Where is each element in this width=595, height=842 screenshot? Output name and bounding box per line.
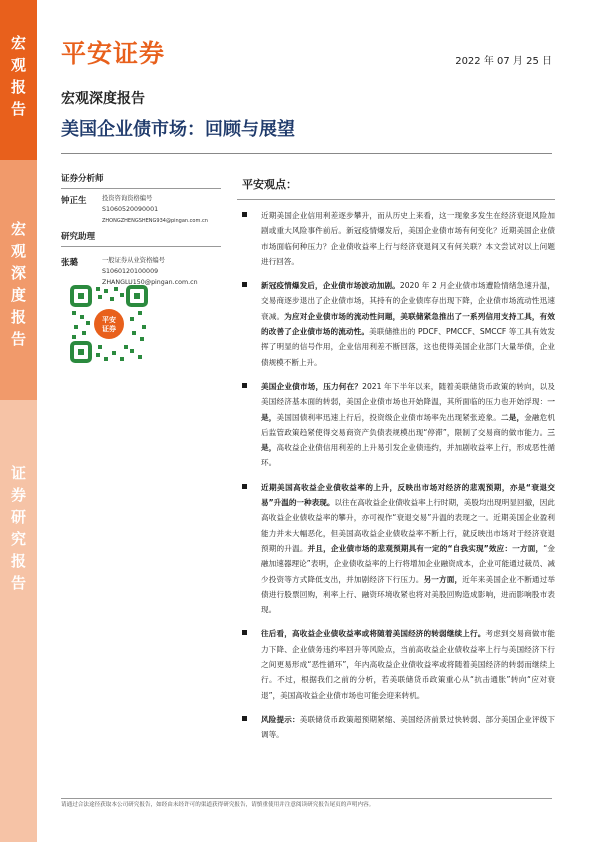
analyst-email[interactable]: ZHONGZHENGSHENG934@pingan.com.cn bbox=[102, 218, 208, 224]
viewpoint-paragraph: 往后看，高收益企业债收益率或将随着美国经济的转弱继续上行。考虑到交易商做市能力下降、企业债务违约率回升等风险点，当前高收益企业债收益率上行与美国经济下行之间更易形成“恶性循环”，年内高收益企业债收益率或将随着美国经济的转弱而继续上行。不过，根据我们之前的分析，若美联储货币政策重心从“抗击通胀”转向“应对衰退”，美国高收益企业债市场也可能会迎来转机。 bbox=[237, 626, 555, 702]
footer-divider bbox=[61, 798, 552, 799]
analyst-heading: 证券分析师 bbox=[61, 174, 104, 184]
qr-logo-text-top: 平安 bbox=[102, 316, 116, 324]
analyst-cert-label: 投资咨询资格编号 bbox=[102, 195, 153, 202]
company-logo: 平安证券 bbox=[61, 39, 166, 68]
footer-disclaimer: 请通过合法途径获取本公司研究报告，如经由未经许可的渠道获得研究报告，请慎重使用并注意阅读研究报告尾页的声明内容。 bbox=[61, 802, 375, 808]
analyst-name: 钟正生 bbox=[61, 196, 87, 206]
square-bullet-icon bbox=[242, 716, 247, 721]
assistant-cert-number: S1060120100009 bbox=[102, 268, 159, 275]
square-bullet-icon bbox=[242, 212, 247, 217]
viewpoints-heading: 平安观点： bbox=[242, 178, 297, 191]
main-viewpoints bbox=[237, 176, 555, 752]
report-date: 2022 年 07 月 25 日 bbox=[455, 56, 552, 67]
qr-logo-text-bottom: 证券 bbox=[102, 325, 116, 333]
header-divider bbox=[61, 153, 552, 154]
viewpoint-paragraph: 近期美国高收益企业债收益率的上升，反映出市场对经济的悲观预期，亦是“衰退交易”升温的一种表现。以往在高收益企业债收益率上行时期，美股均出现明显回撤，因此高收益企业债收益率的攀升，亦可视作“衰退交易”升温的表现之一。近期美国企业盈利能力并未大幅恶化，但美国高收益企业债收益率不断上行，就反映出市场对于经济衰退预期的升温。并且，企业债市场的悲观预期具有一定的“自我实现”效应：一方面，“金融加速器理论”表明，企业债收益率的上行将增加企业融资成本，企业可能通过裁员、减少投资等方式降低支出，并加剧经济下行压力。另一方面，近年来美国企业不断通过举债进行股票回购，利率上行、融资环境收紧也将对美股回购造成影响，进而影响股市表现。 bbox=[237, 480, 555, 618]
square-bullet-icon bbox=[242, 282, 247, 287]
analyst-divider bbox=[61, 188, 221, 189]
viewpoint-paragraph: 美国企业债市场，压力何在？2021 年下半年以来，随着美联储货币政策的转向，以及美国经济基本面的转弱，美国企业债市场也开始降温，其所面临的压力也开始浮现：一是，美国国债利率迅速上行后，投资级企业债市场率先出现紧张迹象。二是，金融危机后监管政策趋紧使得交易商资产负债表规模出现“停滞”，限制了交易商的做市能力。三是，高收益企业债信用利差的上升易引发企业债违约，并加剧收益率上行，形成恶性循环。 bbox=[237, 379, 555, 471]
assistant-divider bbox=[61, 246, 221, 247]
qr-code[interactable] bbox=[68, 283, 150, 365]
square-bullet-icon bbox=[242, 484, 247, 489]
viewpoint-paragraph: 风险提示：美联储货币政策超预期紧缩、美国经济前景过快转弱、部分美国企业评级下调等。 bbox=[237, 712, 555, 743]
square-bullet-icon bbox=[242, 630, 247, 635]
report-series: 宏观深度报告 bbox=[61, 91, 145, 107]
assistant-email[interactable]: ZHANGLU150@pingan.com.cn bbox=[102, 279, 198, 286]
report-title: 美国企业债市场：回顾与展望 bbox=[61, 119, 295, 140]
side-banner-1-text: 宏 观 报 告 bbox=[10, 34, 26, 118]
analyst-cert-number: S1060520090001 bbox=[102, 206, 159, 213]
assistant-name: 张璐 bbox=[61, 258, 79, 268]
assistant-heading: 研究助理 bbox=[61, 232, 96, 242]
assistant-cert-label: 一般证券从业资格编号 bbox=[102, 257, 165, 264]
square-bullet-icon bbox=[242, 383, 247, 388]
viewpoint-paragraph: 近期美国企业信用利差逐步攀升，而从历史上来看，这一现象多发生在经济衰退风险加剧或重大风险事件前后。新冠疫情爆发后，美国企业债市场有何变化？近期美国企业债市场面临何种压力？企业债收益率上行与经济衰退间又有何关联？本文尝试对以上问题进行回答。 bbox=[237, 208, 555, 269]
viewpoints-divider bbox=[237, 199, 555, 200]
side-banner-2-text: 宏 观 深 度 报 告 bbox=[10, 220, 26, 348]
side-banner-3-text: 证 券 研 究 报 告 bbox=[10, 464, 26, 592]
qr-logo-badge bbox=[94, 309, 124, 339]
viewpoint-paragraph: 新冠疫情爆发后，企业债市场波动加剧。2020 年 2 月企业债市场遭险情绪急速升温，交易商逐步退出了企业债市场，其持有的企业债库存出现下降，企业债市场流动性迅速衰减。为应对企业债市场的流动性问题，美联储紧急推出了一系列信用支持工具，有效的改善了企业债市场的流动性。美联储推出的 PDCF、PMCCF、SMCCF 等工具有效发挥了明显的信号作用，企业信用利差不断回落，这也使得美国企业部门大量举债，企业债规模不断上升。 bbox=[237, 278, 555, 370]
